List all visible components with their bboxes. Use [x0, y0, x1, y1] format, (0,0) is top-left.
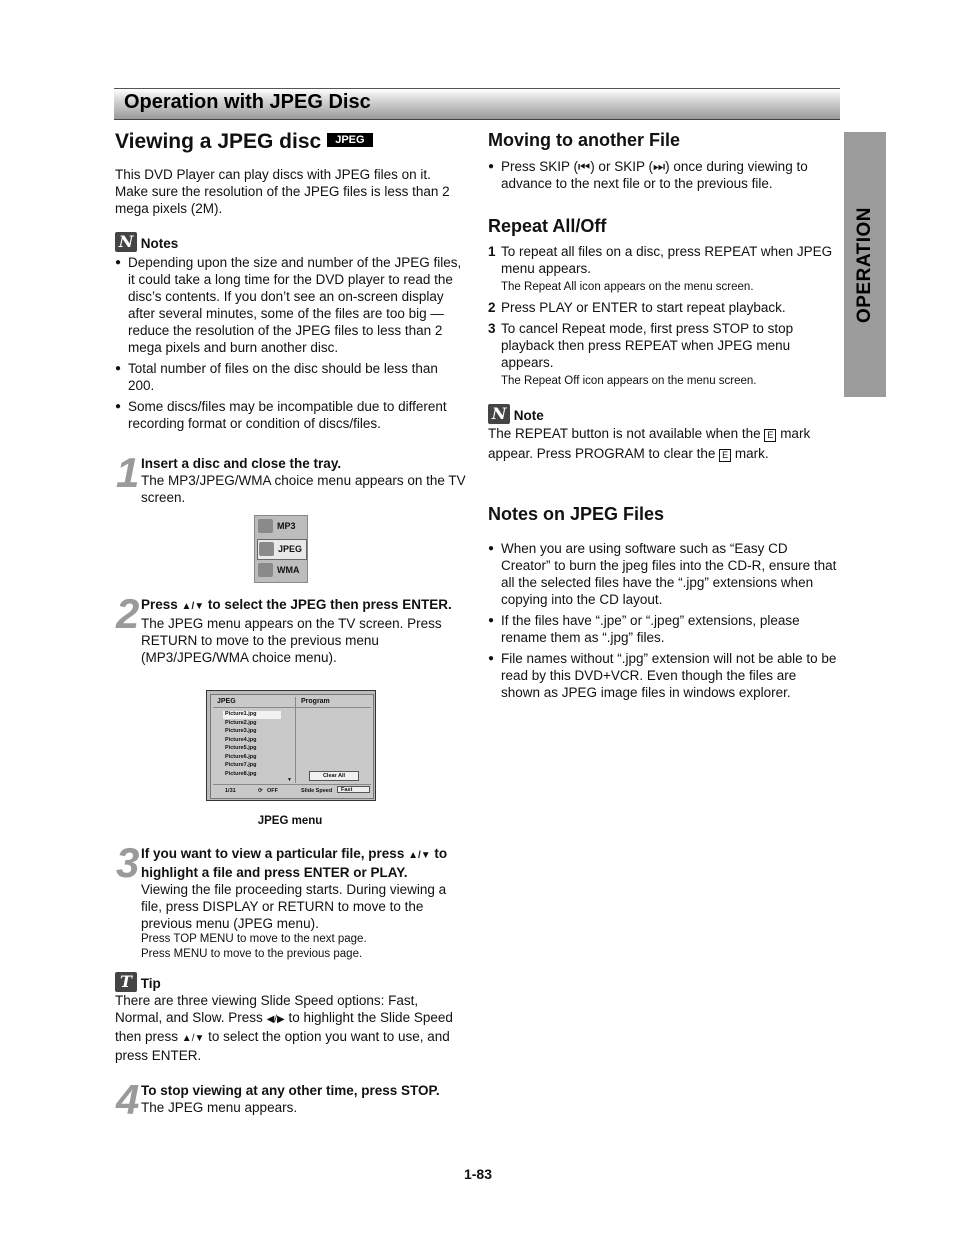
jpeg-menu-col1: JPEG	[217, 698, 236, 705]
repeat-icon: ⟳	[258, 788, 263, 794]
note-item: ● Some discs/files may be incompatible due to different recording format or condition of discs/files.	[115, 398, 465, 432]
note-item: ● Depending upon the size and number of the JPEG files, it could take a long time for the DVD player to read the disc’s contents. If you don’t see an on-screen display after several minutes, some of the files are too big — reduce the resolution of the JPEG files to less than 2 mega pixels and burn another disc.	[115, 254, 465, 356]
notes-icon: N	[115, 232, 137, 252]
note-icon: N	[488, 404, 510, 424]
notes-jpeg-list	[488, 540, 838, 701]
notes-jpeg-item: ● File names without “.jpg” extension will not be able to be read by this DVD+VCR. Even though the files are shown as JPEG image files in windows explorer.	[488, 650, 838, 701]
step-3-text: Viewing the file proceeding starts. During viewing a file, press DISPLAY or RETURN to move to the previous menu (JPEG menu).	[141, 882, 447, 931]
up-down-arrows-icon: ▲/▼	[408, 850, 431, 861]
page-title: Viewing a JPEG disc	[115, 130, 322, 153]
repeat-note-block	[488, 404, 838, 464]
jpeg-menu-image	[206, 690, 376, 801]
file-count: 1/31	[225, 788, 236, 794]
step-4-heading: To stop viewing at any other time, press STOP.	[141, 1083, 440, 1098]
scroll-down-icon: ▼	[287, 777, 292, 783]
side-tab-label: OPERATION	[854, 206, 875, 323]
jpeg-file-item: Picture8.jpg	[225, 771, 257, 777]
step-number-2: 2	[116, 590, 140, 637]
step-2	[141, 596, 466, 666]
step-number-3: 3	[116, 839, 140, 886]
note-item: ● Total number of files on the disc should be less than 200.	[115, 360, 465, 394]
step-number-4: 4	[116, 1076, 140, 1123]
tip-label: Tip	[140, 976, 161, 991]
step-2-heading: Press ▲/▼ to select the JPEG then press ENTER.	[141, 597, 452, 612]
wma-icon	[258, 563, 273, 577]
slide-speed-label: Slide Speed	[301, 788, 333, 794]
choice-menu-image	[254, 515, 308, 583]
repeat-item: 1 To repeat all files on a disc, press REPEAT when JPEG menu appears.	[488, 244, 833, 276]
step-3	[141, 845, 468, 962]
step-1-heading: Insert a disc and close the tray.	[141, 456, 342, 471]
step-1-text: The MP3/JPEG/WMA choice menu appears on the TV screen.	[141, 473, 466, 505]
section-header-bar	[114, 88, 840, 120]
up-down-arrows-icon: ▲/▼	[181, 601, 205, 612]
moving-text: ● Press SKIP (⏮) or SKIP (⏭) once during viewing to advance to the next file or to the previous file.	[488, 158, 851, 192]
notes-jpeg-title: Notes on JPEG Files	[488, 504, 665, 524]
jpeg-file-item: Picture3.jpg	[225, 728, 257, 734]
intro-text: This DVD Player can play discs with JPEG files on it. Make sure the resolution of the JPEG files is less than 2 mega pixels (2M).	[115, 167, 450, 216]
choice-row-wma: WMA	[257, 561, 305, 580]
repeat-item: 2 Press PLAY or ENTER to start repeat playback.	[488, 300, 786, 315]
jpeg-file-item: Picture4.jpg	[225, 737, 257, 743]
skip-forward-icon: ⏭	[652, 159, 666, 174]
tip-block	[115, 972, 465, 1064]
repeat-item-note: The Repeat All icon appears on the menu screen.	[501, 281, 754, 293]
moving-title: Moving to another File	[488, 130, 680, 150]
step-4	[141, 1082, 468, 1116]
note-label: Note	[513, 408, 544, 423]
jpeg-file-item: Picture7.jpg	[225, 762, 257, 768]
page-title-wrap	[115, 130, 373, 154]
jpeg-file-item: Picture6.jpg	[225, 754, 257, 760]
repeat-item: 3 To cancel Repeat mode, first press STOP to stop playback then press REPEAT when JPEG menu appears.	[488, 321, 794, 370]
notes-label: Notes	[140, 236, 179, 251]
notes-jpeg-item: ● When you are using software such as “Easy CD Creator” to burn the jpeg files into the CD-R, ensure that all the selected files have the “.jpg” extensions when copying into the CD layout.	[488, 540, 838, 608]
note-text: The REPEAT button is not available when the E mark appear. Press PROGRAM to clear the E mark.	[488, 426, 811, 461]
step-3-heading: If you want to view a particular file, press ▲/▼ to highlight a file and press ENTER or PLAY.	[141, 846, 448, 880]
choice-row-mp3: MP3	[257, 517, 305, 536]
skip-back-icon: ⏮	[578, 159, 591, 174]
step-3-small-1: Press TOP MENU to move to the next page.	[141, 933, 367, 945]
step-3-small-2: Press MENU to move to the previous page.	[141, 948, 363, 960]
repeat-list	[488, 243, 838, 389]
repeat-title: Repeat All/Off	[488, 216, 607, 236]
step-4-text: The JPEG menu appears.	[141, 1100, 298, 1115]
program-mark-icon: E	[764, 429, 776, 442]
jpeg-menu-caption: JPEG menu	[257, 815, 323, 827]
page-number: 1-83	[463, 1166, 493, 1182]
section-title: Operation with JPEG Disc	[124, 91, 371, 113]
mp3-icon	[258, 519, 273, 533]
jpeg-file-item: Picture1.jpg	[225, 711, 257, 717]
left-right-arrows-icon: ◀/▶	[266, 1014, 285, 1025]
tip-icon: T	[115, 972, 137, 992]
clear-all-button: Clear All	[309, 771, 359, 781]
jpeg-file-item: Picture5.jpg	[225, 745, 257, 751]
jpeg-icon	[259, 542, 274, 556]
slide-speed-value: Fast	[337, 786, 370, 793]
notes-jpeg-item: ● If the files have “.jpe” or “.jpeg” extensions, please rename them as “.jpg” files.	[488, 612, 838, 646]
repeat-item-note: The Repeat Off icon appears on the menu screen.	[501, 375, 757, 387]
notes-block	[115, 232, 465, 432]
jpeg-file-item: Picture2.jpg	[225, 720, 257, 726]
step-2-text: The JPEG menu appears on the TV screen. Press RETURN to move to the previous menu (MP3/JPEG/WMA choice menu).	[141, 616, 442, 665]
jpeg-badge: JPEG	[327, 133, 372, 147]
up-down-arrows-icon: ▲/▼	[181, 1033, 205, 1044]
jpeg-menu-col2: Program	[301, 698, 330, 705]
program-mark-icon: E	[719, 449, 731, 462]
step-number-1: 1	[116, 449, 140, 496]
choice-row-jpeg: JPEG	[257, 539, 307, 560]
tip-text: There are three viewing Slide Speed options: Fast, Normal, and Slow. Press ◀/▶ to highlight the Slide Speed then press ▲/▼ to select the option you want to use, and press ENTER.	[115, 993, 453, 1063]
step-1	[141, 455, 466, 506]
repeat-status: OFF	[267, 788, 278, 794]
